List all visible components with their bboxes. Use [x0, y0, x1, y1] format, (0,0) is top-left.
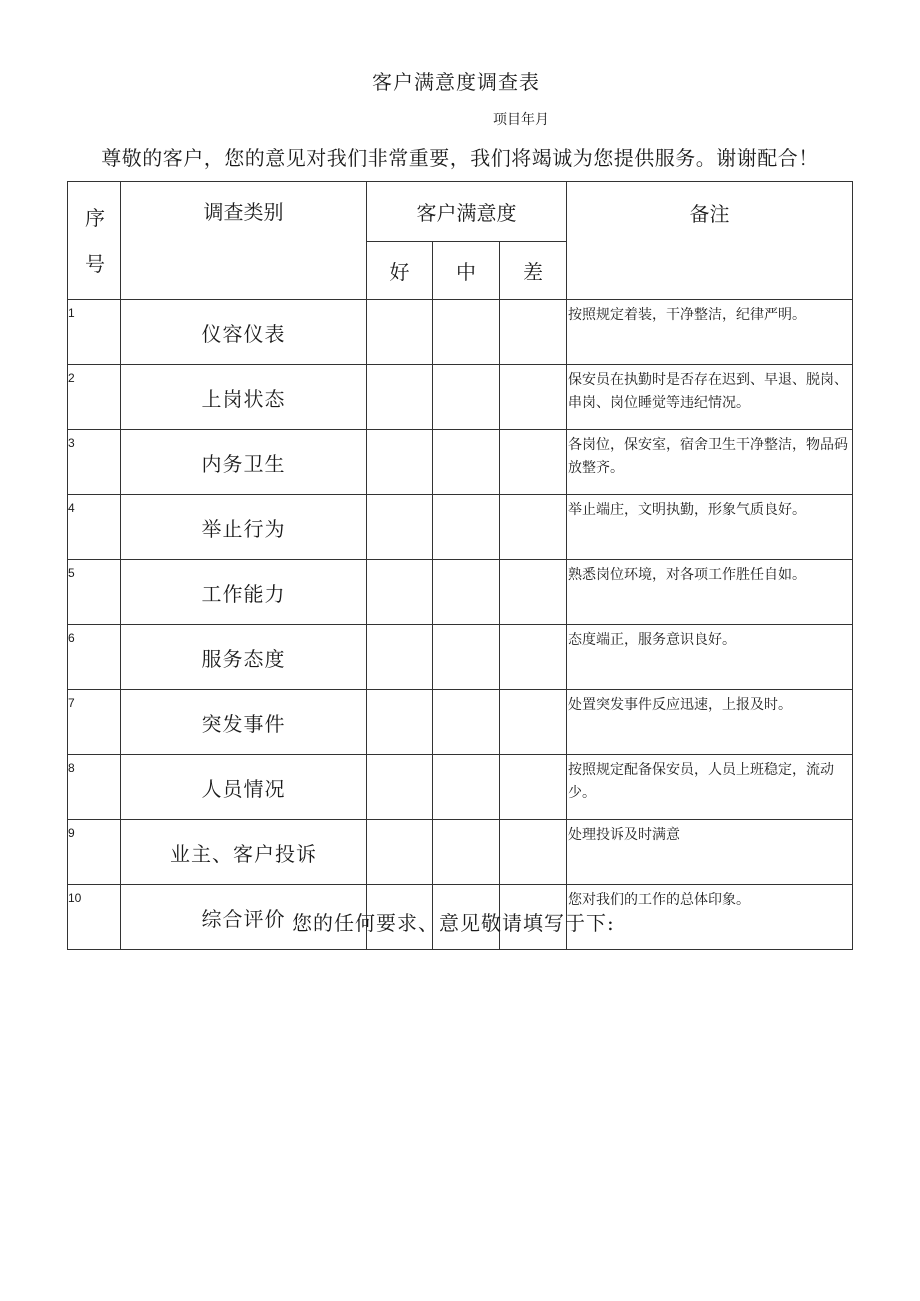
row-remark: 态度端正，服务意识良好。: [567, 625, 853, 690]
rating-medium-cell[interactable]: [433, 820, 500, 885]
row-remark: 举止端庄，文明执勤，形象气质良好。: [567, 495, 853, 560]
serial-header: 序 号: [68, 182, 121, 300]
rating-good-cell[interactable]: [367, 300, 433, 365]
rating-medium-cell[interactable]: [433, 625, 500, 690]
greeting-text: 尊敬的客户，您的意见对我们非常重要，我们将竭诚为您提供服务。谢谢配合！: [101, 146, 819, 170]
row-category: 人员情况: [121, 755, 367, 820]
row-category: 服务态度: [121, 625, 367, 690]
table-row: [68, 300, 853, 365]
row-number: 8: [68, 755, 121, 820]
rating-good-cell[interactable]: [367, 755, 433, 820]
rating-good-cell[interactable]: [367, 625, 433, 690]
form-title: 客户满意度调查表: [372, 70, 540, 94]
row-remark: 保安员在执勤时是否存在迟到、早退、脱岗、串岗、岗位睡觉等违纪情况。: [567, 365, 853, 430]
rating-poor-cell[interactable]: [500, 755, 567, 820]
row-remark: 按照规定配备保安员，人员上班稳定，流动少。: [567, 755, 853, 820]
rating-good-cell[interactable]: [367, 560, 433, 625]
rating-good-cell[interactable]: [367, 690, 433, 755]
row-category: 仪容仪表: [121, 300, 367, 365]
project-date-label: 项目年月: [493, 112, 549, 128]
row-category: 上岗状态: [121, 365, 367, 430]
row-category: 内务卫生: [121, 430, 367, 495]
table-row: [68, 625, 853, 690]
category-header: 调查类别: [121, 182, 367, 300]
row-remark: 按照规定着装，干净整洁，纪律严明。: [567, 300, 853, 365]
rating-medium-cell[interactable]: [433, 495, 500, 560]
row-number: 3: [68, 430, 121, 495]
row-category: 综合评价: [121, 885, 367, 950]
rating-good-cell[interactable]: [367, 365, 433, 430]
row-remark: 处理投诉及时满意: [567, 820, 853, 885]
row-remark: 处置突发事件反应迅速，上报及时。: [567, 690, 853, 755]
row-category: 工作能力: [121, 560, 367, 625]
row-number: 6: [68, 625, 121, 690]
table-row: [68, 495, 853, 560]
row-number: 2: [68, 365, 121, 430]
rating-poor-cell[interactable]: [500, 690, 567, 755]
rating-good-cell[interactable]: [367, 495, 433, 560]
table-row: [68, 560, 853, 625]
rating-medium-cell[interactable]: [433, 365, 500, 430]
rating-medium-cell[interactable]: [433, 430, 500, 495]
row-number: 1: [68, 300, 121, 365]
satisfaction-header: 客户满意度: [367, 182, 567, 242]
table-row: [68, 820, 853, 885]
rating-poor-cell[interactable]: [500, 430, 567, 495]
rating-poor-cell[interactable]: [500, 625, 567, 690]
remarks-header: 备注: [567, 182, 853, 300]
row-number: 9: [68, 820, 121, 885]
rating-poor-cell[interactable]: [500, 300, 567, 365]
row-category: 突发事件: [121, 690, 367, 755]
survey-table: [67, 181, 853, 950]
grade-poor-header: 差: [500, 242, 567, 300]
table-row: [68, 690, 853, 755]
rating-poor-cell[interactable]: [500, 365, 567, 430]
rating-medium-cell[interactable]: [433, 755, 500, 820]
grade-good-header: 好: [367, 242, 433, 300]
rating-medium-cell[interactable]: [433, 560, 500, 625]
row-remark: 您对我们的工作的总体印象。: [567, 885, 853, 950]
row-remark: 熟悉岗位环境，对各项工作胜任自如。: [567, 560, 853, 625]
footer-instruction: 您的任何要求、意见敬请填写于下:: [292, 911, 615, 935]
rating-medium-cell[interactable]: [433, 690, 500, 755]
row-remark: 各岗位，保安室，宿舍卫生干净整洁，物品码放整齐。: [567, 430, 853, 495]
row-number: 5: [68, 560, 121, 625]
table-row: [68, 430, 853, 495]
rating-medium-cell[interactable]: [433, 300, 500, 365]
row-number: 4: [68, 495, 121, 560]
rating-good-cell[interactable]: [367, 430, 433, 495]
rating-poor-cell[interactable]: [500, 495, 567, 560]
table-row: [68, 365, 853, 430]
rating-poor-cell[interactable]: [500, 560, 567, 625]
row-category: 举止行为: [121, 495, 367, 560]
table-row: [68, 755, 853, 820]
row-category: 业主、客户投诉: [121, 820, 367, 885]
grade-medium-header: 中: [433, 242, 500, 300]
row-number: 10: [68, 885, 121, 950]
rating-good-cell[interactable]: [367, 820, 433, 885]
row-number: 7: [68, 690, 121, 755]
rating-poor-cell[interactable]: [500, 820, 567, 885]
